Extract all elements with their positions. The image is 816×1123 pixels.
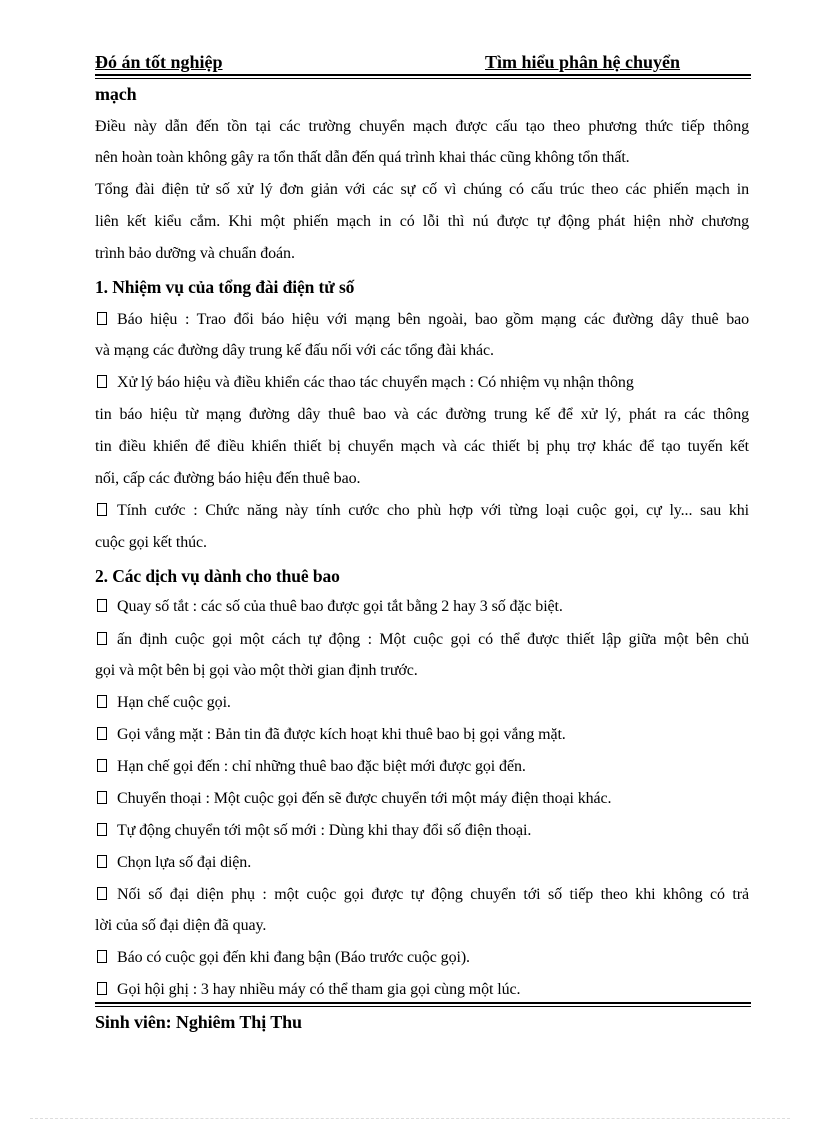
text-line — [95, 341, 749, 361]
text-line — [95, 148, 749, 168]
header-continuation: mạch — [95, 84, 137, 104]
bullet-box-icon — [97, 503, 107, 516]
header-right-title: Tìm hiểu phân hệ chuyển — [485, 52, 681, 72]
footer-student: Sinh viên: Nghiêm Thị Thu — [95, 1012, 302, 1032]
text-line — [95, 117, 749, 137]
section-heading — [95, 566, 749, 586]
line-text: Xử lý báo hiệu và điều khiển các thao tác chuyển mạch : Có nhiệm vụ nhận thông — [117, 374, 634, 391]
bullet-box-icon — [97, 695, 107, 708]
line-text: Báo hiệu : Trao đổi báo hiệu với mạng bên ngoài, bao gồm mạng các đường dây thuê bao — [117, 311, 749, 328]
line-text: tin điều khiển để điều khiển thiết bị chuyển mạch và các thiết bị phụ trợ khác để tạo tuyến kết — [95, 438, 749, 455]
line-text: Hạn chế cuộc gọi. — [117, 694, 231, 711]
bullet-line — [95, 948, 749, 968]
bullet-box-icon — [97, 727, 107, 740]
bullet-line — [95, 757, 749, 777]
section-heading — [95, 277, 749, 297]
bullet-box-icon — [97, 887, 107, 900]
line-text: Hạn chế gọi đến : chỉ những thuê bao đặc biệt mới được gọi đến. — [117, 758, 526, 775]
bullet-line — [95, 885, 749, 905]
line-text: gọi và một bên bị gọi vào một thời gian định trước. — [95, 662, 418, 679]
text-line — [95, 212, 749, 232]
page-edge — [30, 1118, 790, 1119]
bullet-line — [95, 310, 749, 330]
text-line — [95, 469, 749, 489]
line-text: nối, cấp các đường báo hiệu đến thuê bao. — [95, 470, 361, 487]
header-left-title: Đó án tốt nghiệp — [95, 52, 223, 72]
text-line — [95, 244, 749, 264]
bullet-line — [95, 597, 749, 617]
header-divider — [95, 74, 751, 79]
line-text: nên hoàn toàn không gây ra tổn thất dẫn đến quá trình khai thác cũng không tổn thất. — [95, 149, 630, 166]
bullet-line — [95, 821, 749, 841]
bullet-line — [95, 853, 749, 873]
line-text: Tính cước : Chức năng này tính cước cho phù hợp với từng loại cuộc gọi, cự ly... sau khi — [117, 502, 749, 519]
bullet-box-icon — [97, 950, 107, 963]
bullet-line — [95, 373, 749, 393]
line-text: Chọn lựa số đại diện. — [117, 854, 252, 871]
line-text: liên kết kiểu cắm. Khi một phiến mạch in có lỗi thì nú được tự động phát hiện nhờ chương — [95, 213, 749, 230]
line-text: 1. Nhiệm vụ của tổng đài điện tử số — [95, 277, 355, 297]
bullet-box-icon — [97, 599, 107, 612]
bullet-line — [95, 630, 749, 650]
bullet-box-icon — [97, 375, 107, 388]
bullet-line — [95, 789, 749, 809]
line-text: Gọi hội ghị : 3 hay nhiều máy có thể tham gia gọi cùng một lúc. — [117, 981, 521, 998]
bullet-line — [95, 725, 749, 745]
text-line — [95, 916, 749, 936]
line-text: Gọi vắng mặt : Bản tin đã được kích hoạt khi thuê bao bị gọi vắng mặt. — [117, 726, 566, 743]
text-line — [95, 661, 749, 681]
bullet-box-icon — [97, 982, 107, 995]
bullet-box-icon — [97, 632, 107, 645]
line-text: Điều này dẫn đến tồn tại các trường chuyển mạch được cấu tạo theo phương thức tiếp thông — [95, 118, 749, 135]
line-text: Tự động chuyển tới một số mới : Dùng khi thay đổi số điện thoại. — [117, 822, 532, 839]
bullet-line — [95, 693, 749, 713]
bullet-line — [95, 980, 749, 1000]
bullet-box-icon — [97, 791, 107, 804]
bullet-box-icon — [97, 312, 107, 325]
line-text: Quay số tắt : các số của thuê bao được gọi tắt bằng 2 hay 3 số đặc biệt. — [117, 598, 563, 615]
bullet-box-icon — [97, 759, 107, 772]
line-text: trình bảo dưỡng và chuẩn đoán. — [95, 245, 295, 262]
line-text: Tổng đài điện tử số xử lý đơn giản với các sự cố vì chúng có cấu trúc theo các phiến mạch in — [95, 181, 749, 198]
bullet-box-icon — [97, 823, 107, 836]
line-text: cuộc gọi kết thúc. — [95, 534, 207, 551]
line-text: tin báo hiệu từ mạng đường dây thuê bao và các đường trung kế để xử lý, phát ra các thông — [95, 406, 749, 423]
bullet-box-icon — [97, 855, 107, 868]
text-line — [95, 437, 749, 457]
text-line — [95, 533, 749, 553]
line-text: và mạng các đường dây trung kế đấu nối với các tổng đài khác. — [95, 342, 494, 359]
line-text: lời của số đại diện đã quay. — [95, 917, 267, 934]
text-line — [95, 180, 749, 200]
bullet-line — [95, 501, 749, 521]
line-text: ấn định cuộc gọi một cách tự động : Một cuộc gọi có thể được thiết lập giữa một bên chủ — [117, 631, 749, 648]
line-text: Báo có cuộc gọi đến khi đang bận (Báo trước cuộc gọi). — [117, 949, 470, 966]
text-line — [95, 405, 749, 425]
line-text: Chuyển thoại : Một cuộc gọi đến sẽ được chuyển tới một máy điện thoại khác. — [117, 790, 612, 807]
footer-divider — [95, 1002, 751, 1007]
line-text: 2. Các dịch vụ dành cho thuê bao — [95, 566, 340, 586]
line-text: Nối số đại diện phụ : một cuộc gọi được tự động chuyển tới số tiếp theo khi không có trả — [117, 886, 749, 903]
